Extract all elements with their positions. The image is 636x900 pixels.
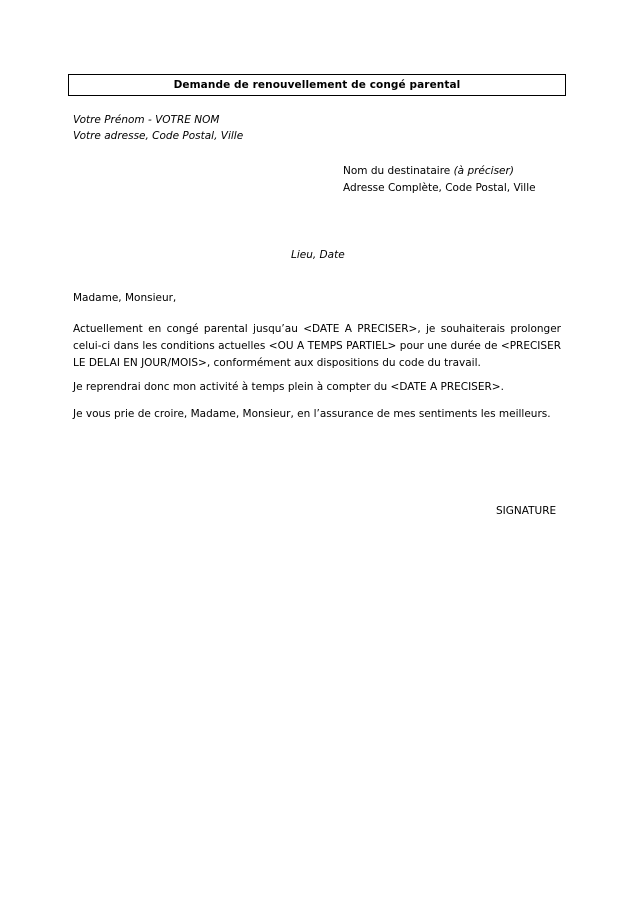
salutation: Madame, Monsieur, (73, 292, 177, 304)
recipient-address-block (343, 163, 623, 197)
sender-address: Votre adresse, Code Postal, Ville (73, 130, 244, 142)
sender-name: Votre Prénom - VOTRE NOM (73, 114, 220, 126)
body-paragraph-2: Je reprendrai donc mon activité à temps plein à compter du <DATE A PRECISER>. (73, 381, 504, 393)
sender-address-block (73, 112, 473, 144)
page-title: Demande de renouvellement de congé parental (173, 79, 461, 91)
body-paragraph-1: Actuellement en congé parental jusqu’au <DATE A PRECISER>, je souhaiterais prolonger celui-ci dans les conditions actuelles <OU A TEMPS PARTIEL> pour une durée de <PRECISER LE DELAI EN JOUR/MOIS>, conformément aux dispositions du code du travail. (73, 323, 561, 369)
place-and-date: Lieu, Date (291, 249, 345, 261)
document-title-box (68, 74, 566, 96)
body-paragraph-3: Je vous prie de croire, Madame, Monsieur, en l’assurance de mes sentiments les meilleurs. (73, 408, 551, 420)
recipient-name-note: (à préciser) (453, 165, 514, 177)
recipient-name-line (343, 163, 623, 180)
recipient-address: Adresse Complète, Code Postal, Ville (343, 182, 536, 194)
recipient-name: Nom du destinataire (343, 165, 454, 177)
signature-label: SIGNATURE (496, 505, 557, 517)
